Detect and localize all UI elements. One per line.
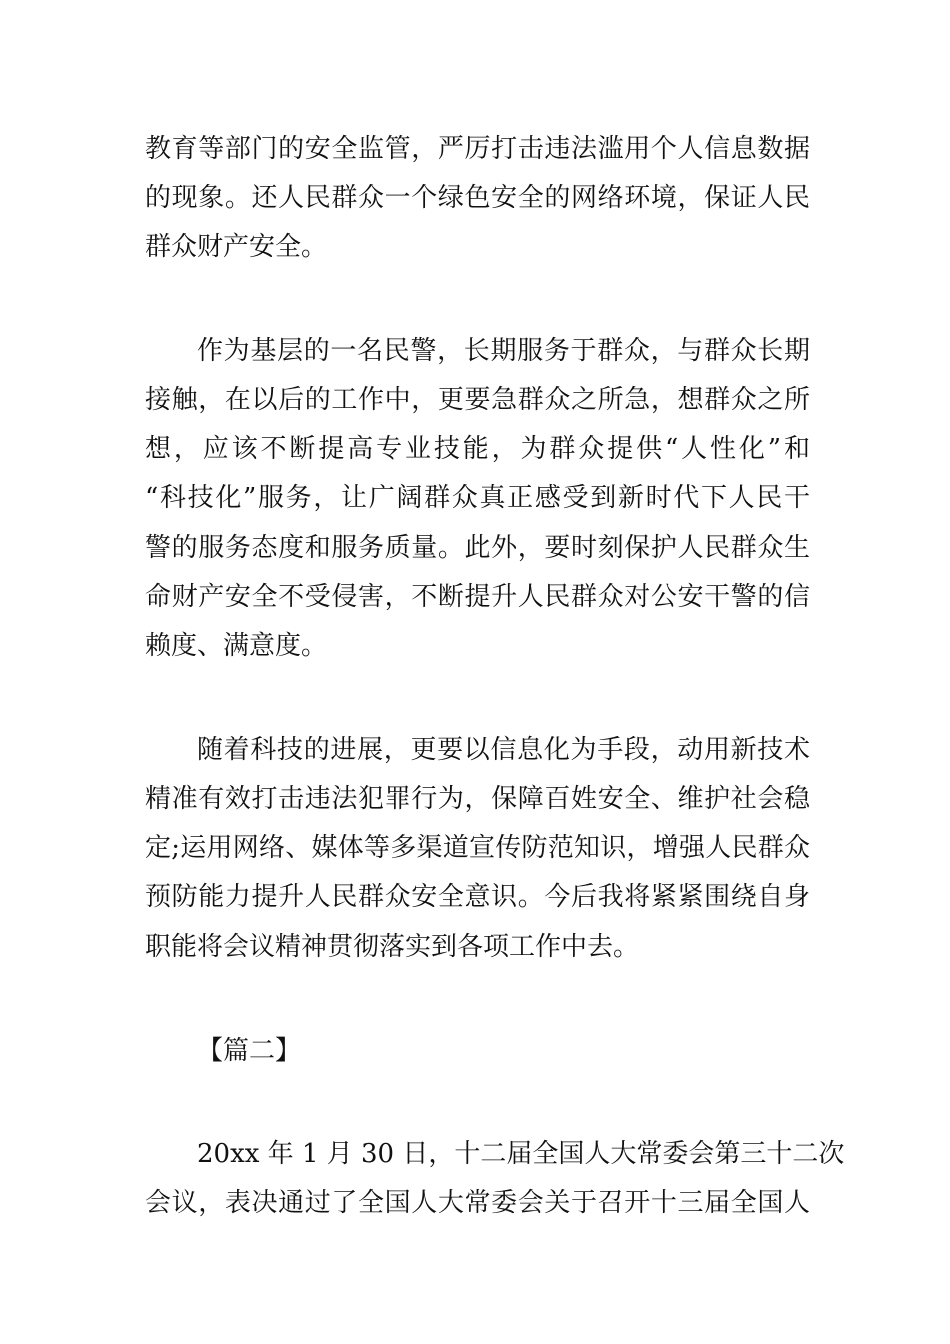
paragraph-line: 想，应该不断提高专业技能，为群众提供“人性化”和	[145, 434, 810, 464]
paragraph-line: 群众财产安全。	[145, 232, 328, 262]
paragraph-line: 预防能力提升人民群众安全意识。今后我将紧紧围绕自身	[145, 882, 810, 912]
paragraph-line: 接触，在以后的工作中，更要急群众之所急，想群众之所	[145, 385, 810, 415]
paragraph-line: “科技化”服务，让广阔群众真正感受到新时代下人民干	[145, 483, 810, 513]
paragraph-line: 赖度、满意度。	[145, 631, 328, 661]
paragraph-line: 定;运用网络、媒体等多渠道宣传防范知识，增强人民群众	[145, 833, 810, 863]
paragraph-first-line: 作为基层的一名民警，长期服务于群众，与群众长期	[197, 336, 810, 366]
paragraph-first-line: 随着科技的进展，更要以信息化为手段，动用新技术	[197, 735, 810, 765]
paragraph-line: 警的服务态度和服务质量。此外，要时刻保护人民群众生	[145, 533, 810, 563]
paragraph-line: 命财产安全不受侵害，不断提升人民群众对公安干警的信	[145, 582, 810, 612]
paragraph-line: 精准有效打击违法犯罪行为，保障百姓安全、维护社会稳	[145, 784, 810, 814]
paragraph-line: 会议，表决通过了全国人大常委会关于召开十三届全国人	[145, 1188, 810, 1218]
paragraph-line: 的现象。还人民群众一个绿色安全的网络环境，保证人民	[145, 183, 810, 213]
paragraph-first-line: 20xx 年 1 月 30 日，十二届全国人大常委会第三十二次	[197, 1139, 845, 1169]
section-heading: 【篇二】	[197, 1036, 302, 1066]
paragraph-line: 职能将会议精神贯彻落实到各项工作中去。	[145, 932, 640, 962]
paragraph-line: 教育等部门的安全监管，严厉打击违法滥用个人信息数据	[145, 134, 810, 164]
